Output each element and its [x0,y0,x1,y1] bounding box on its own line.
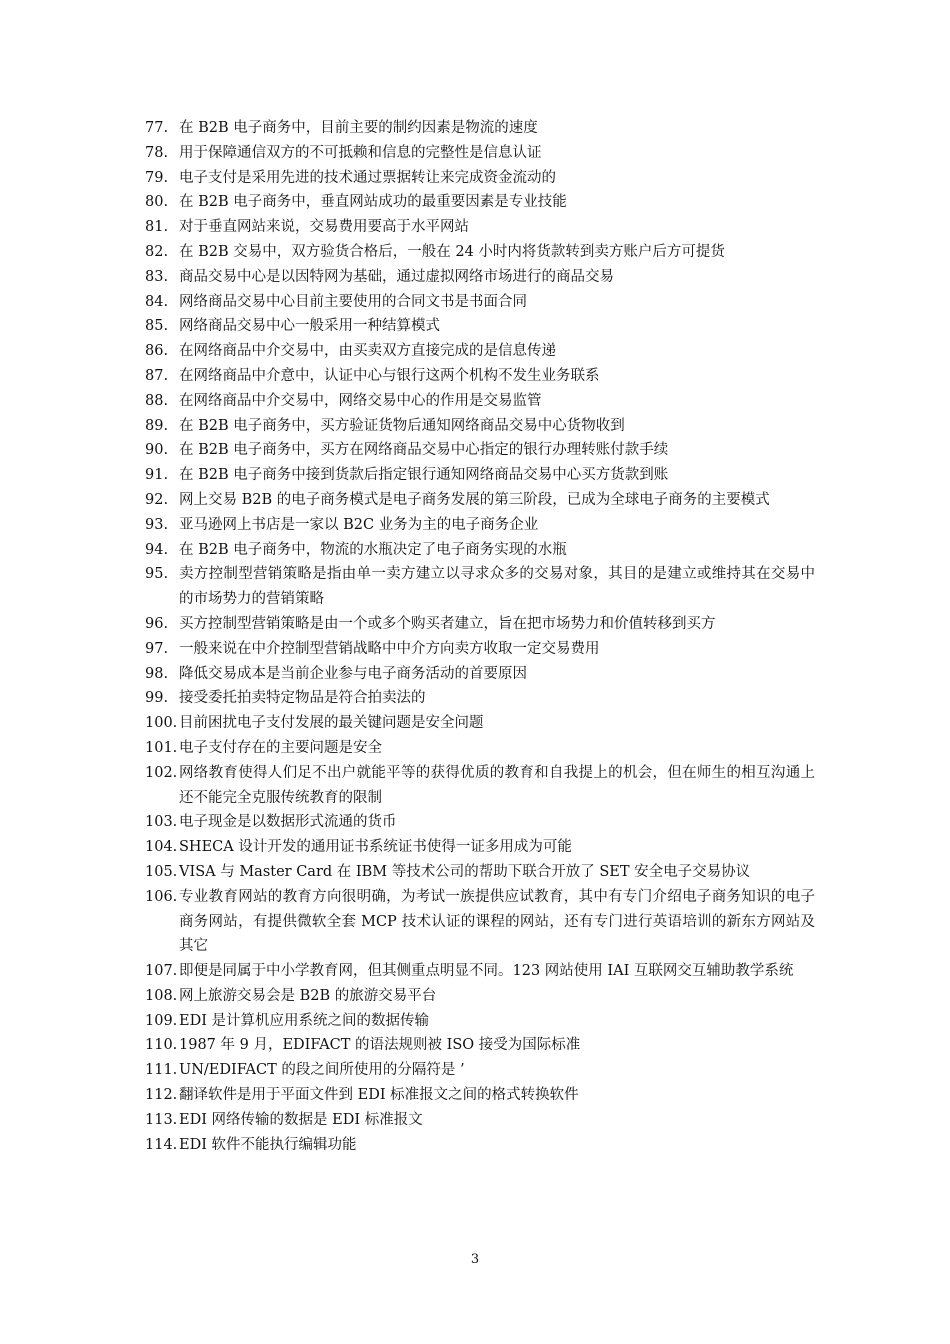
item-number: 112. [145,1087,178,1104]
item-text: 买方控制型营销策略是由一个或多个购买者建立，旨在把市场势力和价值转移到买方 [179,615,716,632]
list-item [145,389,815,414]
list-item [145,141,815,166]
item-number: 82. [145,243,169,260]
item-text: 在 B2B 电子商务中，买方验证货物后通知网络商品交易中心货物收到 [179,417,625,434]
list-item [145,314,815,339]
list-item [145,414,815,439]
list-item [145,215,815,240]
item-text: VISA 与 Master Card 在 IBM 等技术公司的帮助下联合开放了 SET 安全电子交易协议 [179,863,751,880]
item-number: 81. [145,219,169,236]
list-item [145,265,815,290]
list-item [145,339,815,364]
item-number: 78. [145,144,169,161]
item-number: 105. [145,863,178,880]
item-number: 91. [145,467,169,484]
list-item [145,612,815,637]
item-text: 用于保障通信双方的不可抵赖和信息的完整性是信息认证 [179,144,542,161]
item-number: 114. [145,1136,178,1153]
item-text: 商品交易中心是以因特网为基础，通过虚拟网络市场进行的商品交易 [179,268,614,285]
item-number: 101. [145,739,178,756]
item-text: 接受委托拍卖特定物品是符合拍卖法的 [179,690,426,707]
item-text: 亚马逊网上书店是一家以 B2C 业务为主的电子商务企业 [179,516,539,533]
item-number: 79. [145,169,169,186]
item-number: 106. [145,888,178,905]
item-text: EDI 软件不能执行编辑功能 [179,1136,357,1153]
item-number: 108. [145,987,178,1004]
list-item [145,538,815,563]
item-number: 104. [145,839,178,856]
item-text: 卖方控制型营销策略是指由单一卖方建立以寻求众多的交易对象，其目的是建立或维持其在交易中的市场势力的营销策略 [179,566,815,608]
item-text: 网上旅游交易会是 B2B 的旅游交易平台 [179,987,437,1004]
item-text: 在 B2B 电子商务中，物流的水瓶决定了电子商务实现的水瓶 [179,541,567,558]
item-text: 在网络商品中介交易中，由买卖双方直接完成的是信息传递 [179,343,556,360]
item-text: 电子支付存在的主要问题是安全 [179,739,382,756]
list-item [145,240,815,265]
item-number: 77. [145,120,169,136]
list-item [145,116,815,141]
item-text: 电子支付是采用先进的技术通过票据转让来完成资金流动的 [179,169,556,186]
item-text: 网络商品交易中心目前主要使用的合同文书是书面合同 [179,293,527,310]
list-item [145,761,815,811]
list-item [145,885,815,959]
item-text: 在 B2B 电子商务中接到货款后指定银行通知网络商品交易中心买方货款到账 [179,467,669,484]
list-item [145,736,815,761]
item-number: 102. [145,764,178,781]
item-text: EDI 是计算机应用系统之间的数据传输 [179,1012,430,1029]
item-number: 97. [145,640,169,657]
item-text: 网络商品交易中心一般采用一种结算模式 [179,318,440,335]
item-number: 93. [145,516,169,533]
item-number: 111. [145,1062,178,1079]
item-number: 92. [145,491,169,508]
list-item [145,810,815,835]
item-text: SHECA 设计开发的通用证书系统证书使得一证多用成为可能 [179,839,572,856]
item-text: 在网络商品中介意中，认证中心与银行这两个机构不发生业务联系 [179,367,600,384]
list-item [145,463,815,488]
item-text: 专业教育网站的教育方向很明确，为考试一族提供应试教育，其中有专门介绍电子商务知识的电子商务网站，有提供微软全套 MCP 技术认证的课程的网站，还有专门进行英语培训的新东方网站及其它 [179,888,815,955]
list-item [145,1133,815,1158]
item-text: UN/EDIFACT 的段之间所使用的分隔符是 ’ [179,1062,465,1079]
item-number: 103. [145,814,178,831]
item-text: 目前困扰电子支付发展的最关键问题是安全问题 [179,715,484,732]
item-number: 86. [145,343,169,360]
item-number: 88. [145,392,169,409]
item-number: 96. [145,615,169,632]
list-item [145,662,815,687]
item-number: 109. [145,1012,178,1029]
item-text: 在 B2B 电子商务中，目前主要的制约因素是物流的速度 [179,120,538,136]
list-item [145,513,815,538]
item-number: 95. [145,566,169,583]
item-number: 87. [145,367,169,384]
item-text: 在 B2B 电子商务中，垂直网站成功的最重要因素是专业技能 [179,194,567,211]
list-item [145,1033,815,1058]
list-item [145,166,815,191]
item-number: 100. [145,715,178,732]
item-text: 在网络商品中介交易中，网络交易中心的作用是交易监管 [179,392,542,409]
list-item [145,637,815,662]
list-item [145,860,815,885]
item-text: 在 B2B 交易中，双方验货合格后，一般在 24 小时内将货款转到卖方账户后方可提货 [179,243,725,260]
item-number: 110. [145,1037,178,1054]
item-text: 对于垂直网站来说，交易费用要高于水平网站 [179,219,469,236]
item-text: EDI 网络传输的数据是 EDI 标准报文 [179,1111,423,1128]
list-item [145,438,815,463]
item-text: 1987 年 9 月，EDIFACT 的语法规则被 ISO 接受为国际标准 [179,1037,581,1054]
list-item [145,290,815,315]
item-number: 90. [145,442,169,459]
list-item [145,1108,815,1133]
page-number: 3 [470,1252,480,1267]
list-item [145,959,815,984]
item-number: 113. [145,1111,178,1128]
list-item [145,686,815,711]
item-text: 降低交易成本是当前企业参与电子商务活动的首要原因 [179,665,527,682]
list-item [145,1058,815,1083]
item-number: 80. [145,194,169,211]
list-item [145,562,815,612]
item-number: 83. [145,268,169,285]
list-item [145,1083,815,1108]
item-number: 85. [145,318,169,335]
item-text: 一般来说在中介控制型营销战略中中介方向卖方收取一定交易费用 [179,640,600,657]
item-text: 在 B2B 电子商务中，买方在网络商品交易中心指定的银行办理转账付款手续 [179,442,669,459]
list-item [145,984,815,1009]
item-text: 翻译软件是用于平面文件到 EDI 标准报文之间的格式转换软件 [179,1087,579,1104]
item-number: 99. [145,690,169,707]
item-text: 电子现金是以数据形式流通的货币 [179,814,397,831]
item-number: 107. [145,963,178,980]
statement-list [145,116,815,1157]
item-number: 84. [145,293,169,310]
item-number: 94. [145,541,169,558]
item-number: 89. [145,417,169,434]
item-text: 网上交易 B2B 的电子商务模式是电子商务发展的第三阶段，已成为全球电子商务的主要模式 [179,491,770,508]
list-item [145,190,815,215]
item-number: 98. [145,665,169,682]
list-item [145,711,815,736]
item-text: 网络教育使得人们足不出户就能平等的获得优质的教育和自我提上的机会，但在师生的相互沟通上还不能完全克服传统教育的限制 [179,764,815,806]
list-item [145,488,815,513]
list-item [145,1009,815,1034]
item-text: 即便是同属于中小学教育网，但其侧重点明显不同。123 网站使用 IAI 互联网交互辅助教学系统 [179,963,794,980]
list-item [145,835,815,860]
list-item [145,364,815,389]
